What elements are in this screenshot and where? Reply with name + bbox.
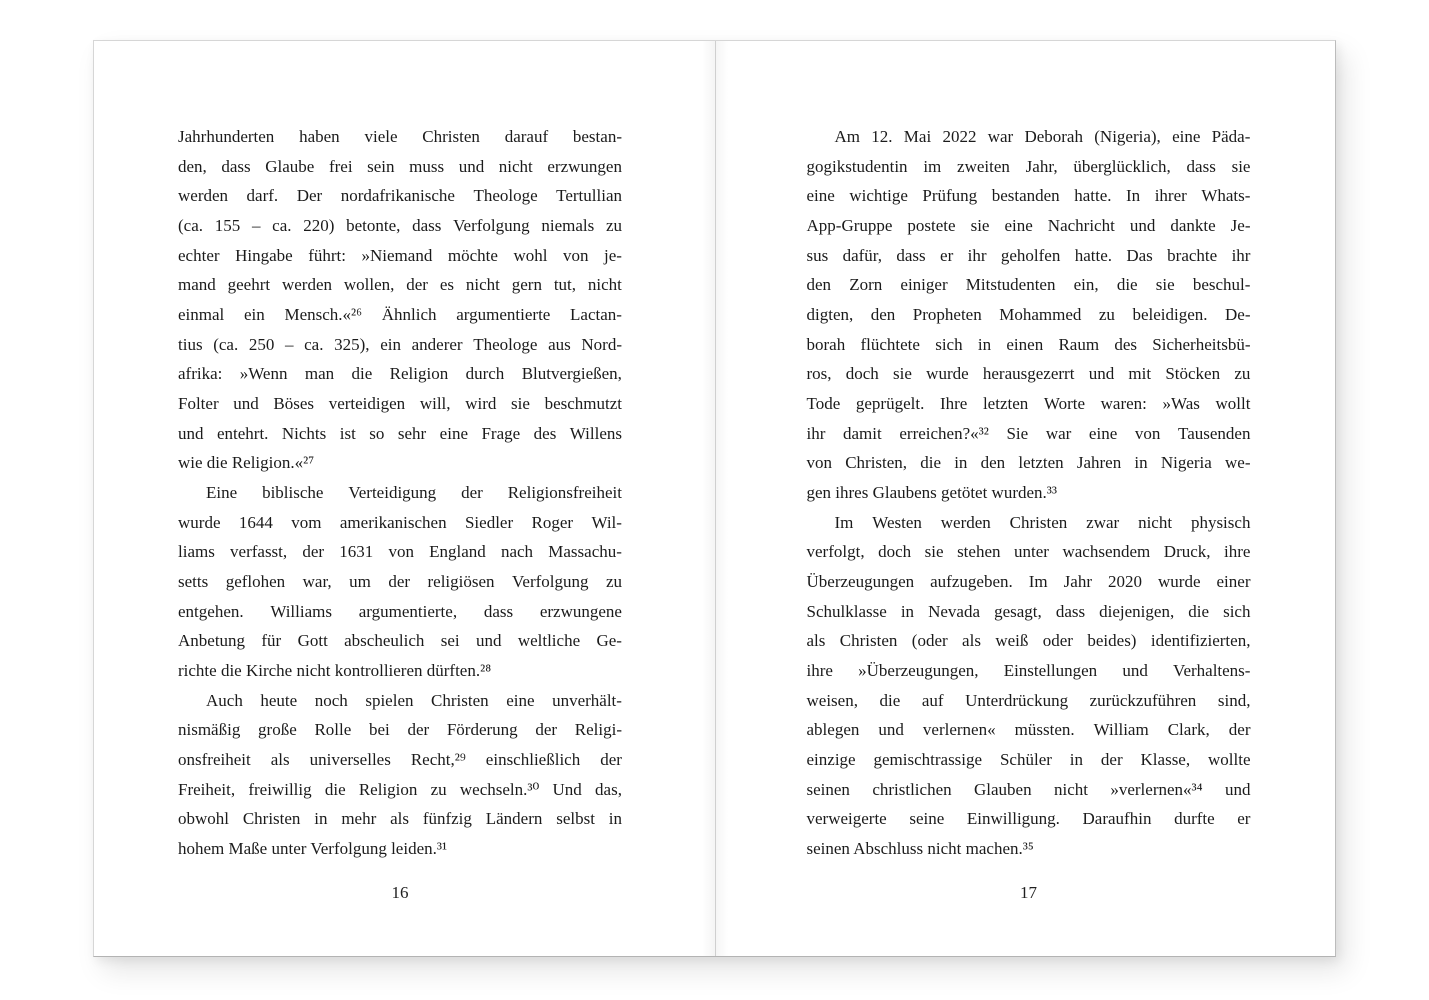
text-line: ihr damit erreichen?«³² Sie war eine von Tausenden — [806, 423, 1251, 443]
text-line: (ca. 155 – ca. 220) betonte, dass Verfolgung niemals zu — [178, 216, 622, 236]
text-line: entgehen. Williams argumentierte, dass erzwungene — [178, 601, 622, 621]
book-spread — [93, 40, 1336, 957]
text-line: Am 12. Mai 2022 war Deborah (Nigeria), eine Päda- — [834, 127, 1251, 146]
text-line: den Zorn einiger Mitstudenten ein, die sie beschul- — [806, 275, 1251, 295]
text-line: obwohl Christen in mehr als fünfzig Ländern selbst in — [178, 809, 622, 829]
page-left — [94, 41, 715, 956]
text-line: setts geflohen war, um der religiösen Verfolgung zu — [178, 572, 622, 592]
text-line: wie die Religion.«²⁷ — [178, 453, 315, 473]
text-line: liams verfasst, der 1631 von England nach Massachu- — [178, 542, 622, 562]
text-line: hohem Maße unter Verfolgung leiden.³¹ — [178, 839, 448, 859]
text-line: ros, doch sie wurde herausgezerrt und mit Stöcken zu — [806, 364, 1251, 384]
text-line: ihre »Überzeugungen, Einstellungen und Verhaltens- — [806, 661, 1251, 681]
text-line: von Christen, die in den letzten Jahren in Nigeria we- — [806, 453, 1251, 473]
text-line: Jahrhunderten haben viele Christen darauf bestan- — [178, 127, 622, 146]
text-line: Schulklasse in Nevada gesagt, dass diejenigen, die sich — [806, 601, 1251, 621]
text-line: verfolgt, doch sie stehen unter wachsendem Druck, ihre — [806, 542, 1251, 562]
text-line: digten, den Propheten Mohammed zu beleidigen. De- — [806, 305, 1251, 325]
right-page-number: 17 — [1020, 883, 1037, 902]
text-line: wurde 1644 vom amerikanischen Siedler Roger Wil- — [178, 512, 622, 532]
text-line: weisen, die auf Unterdrückung zurückzuführen sind, — [806, 690, 1251, 710]
text-line: echter Hingabe führt: »Niemand möchte wohl von je- — [178, 245, 622, 265]
text-line: als Christen (oder als weiß oder beides) identifizierten, — [806, 631, 1251, 651]
text-line: Folter und Böses verteidigen will, wird sie beschmutzt — [178, 394, 622, 414]
text-line: einzige gemischtrassige Schüler in der Klasse, wollte — [806, 750, 1251, 770]
text-line: Tode geprügelt. Ihre letzten Worte waren: »Was wollt — [806, 394, 1251, 414]
text-line: seinen Abschluss nicht machen.³⁵ — [806, 839, 1034, 859]
text-line: eine wichtige Prüfung bestanden hatte. In ihrer Whats- — [806, 186, 1251, 206]
text-line: seinen christlichen Glauben nicht »verlernen«³⁴ und — [806, 779, 1251, 799]
text-line: einmal ein Mensch.«²⁶ Ähnlich argumentierte Lactan- — [178, 305, 622, 325]
text-line: den, dass Glaube frei sein muss und nicht erzwungen — [178, 156, 622, 176]
text-line: tius (ca. 250 – ca. 325), ein anderer Theologe aus Nord- — [178, 334, 622, 354]
text-line: gen ihres Glaubens getötet wurden.³³ — [806, 483, 1057, 503]
page-right — [715, 41, 1336, 956]
text-line: nismäßig große Rolle bei der Förderung der Religi- — [178, 720, 622, 740]
text-line: werden darf. Der nordafrikanische Theologe Tertullian — [178, 186, 622, 206]
text-line: mand geehrt werden wollen, der es nicht gern tut, nicht — [178, 275, 622, 295]
text-line: ablegen und verlernen« müssten. William Clark, der — [806, 720, 1251, 740]
right-page-text — [807, 122, 1251, 864]
text-line: verweigerte seine Einwilligung. Daraufhin durfte er — [806, 809, 1251, 829]
text-line: App-Gruppe postete sie eine Nachricht und dankte Je- — [806, 216, 1251, 236]
text-line: und entehrt. Nichts ist so sehr eine Frage des Willens — [178, 423, 622, 443]
text-line: Eine biblische Verteidigung der Religionsfreiheit — [206, 483, 622, 503]
text-line: Anbetung für Gott abscheulich sei und weltliche Ge- — [178, 631, 622, 651]
text-line: Freiheit, freiwillig die Religion zu wechseln.³⁰ Und das, — [178, 779, 622, 799]
left-page-number: 16 — [391, 883, 409, 902]
text-line: sus dafür, dass er ihr geholfen hatte. Das brachte ihr — [806, 245, 1251, 265]
text-line: onsfreiheit als universelles Recht,²⁹ einschließlich der — [178, 750, 622, 770]
left-page-text — [178, 122, 622, 864]
text-line: gogikstudentin im zweiten Jahr, überglücklich, dass sie — [806, 156, 1251, 176]
text-line: richte die Kirche nicht kontrollieren dürften.²⁸ — [178, 661, 492, 681]
text-line: Überzeugungen aufzugeben. Im Jahr 2020 wurde einer — [806, 572, 1251, 592]
text-line: borah flüchtete sich in einen Raum des Sicherheitsbü- — [806, 334, 1251, 354]
text-line: afrika: »Wenn man die Religion durch Blutvergießen, — [178, 364, 622, 384]
text-line: Auch heute noch spielen Christen eine unverhält- — [206, 690, 622, 710]
text-line: Im Westen werden Christen zwar nicht physisch — [834, 512, 1251, 532]
